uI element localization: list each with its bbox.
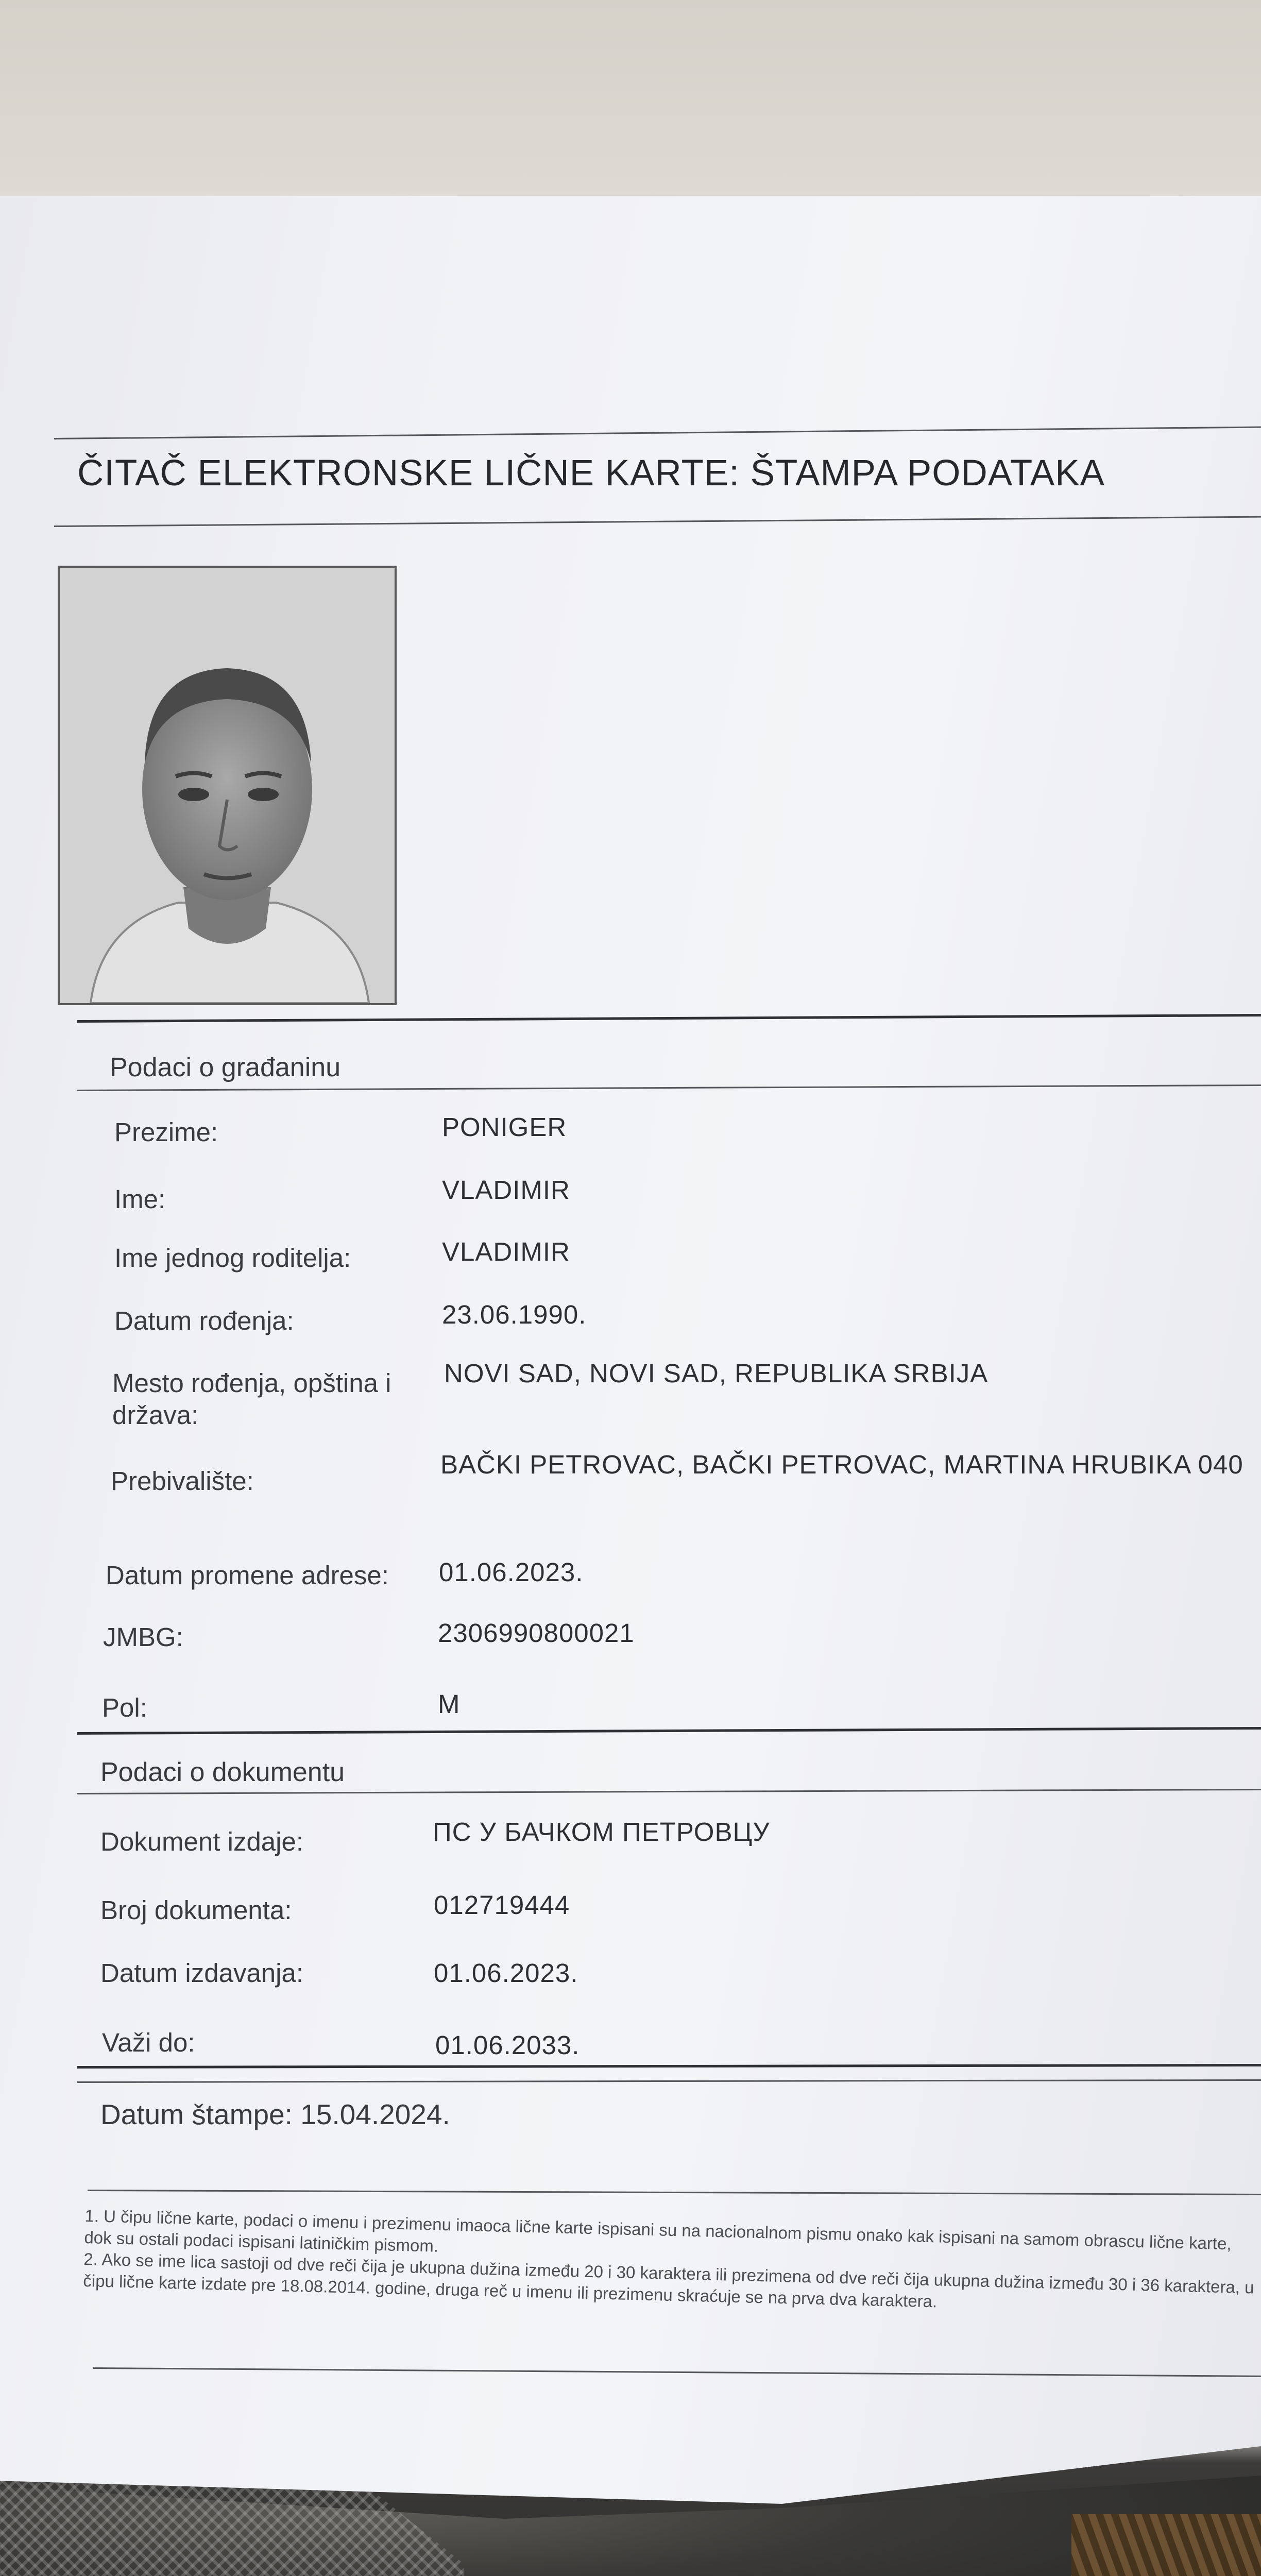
- surname-value: PONIGER: [442, 1112, 567, 1142]
- jmbg-value: 2306990800021: [438, 1618, 635, 1648]
- residence-value: BAČKI PETROVAC, BAČKI PETROVAC, MARTINA HRUBIKA 040: [440, 1450, 1243, 1479]
- document-number-label: Broj dokumenta:: [100, 1895, 292, 1925]
- document-title: ČITAČ ELEKTRONSKE LIČNE KARTE: ŠTAMPA PODATAKA: [77, 453, 1105, 494]
- address-change-date-value: 01.06.2023.: [439, 1557, 584, 1587]
- issuer-label: Dokument izdaje:: [100, 1827, 304, 1856]
- portrait-image: [60, 568, 395, 1003]
- residence-label: Prebivalište:: [111, 1466, 254, 1496]
- issue-date-value: 01.06.2023.: [434, 1958, 578, 1988]
- birth-place-value: NOVI SAD, NOVI SAD, REPUBLIKA SRBIJA: [444, 1359, 989, 1388]
- issue-date-label: Datum izdavanja:: [100, 1958, 304, 1988]
- parent-name-value: VLADIMIR: [442, 1237, 570, 1266]
- printed-sheet: [0, 196, 1261, 2504]
- background-wicker-basket: [1071, 2514, 1261, 2576]
- print-date: Datum štampe: 15.04.2024.: [100, 2098, 450, 2130]
- surname-label: Prezime:: [114, 1117, 218, 1147]
- birth-date-label: Datum rođenja:: [114, 1306, 294, 1335]
- birth-date-value: 23.06.1990.: [442, 1300, 587, 1329]
- valid-until-label: Važi do:: [102, 2028, 195, 2057]
- name-label: Ime:: [114, 1184, 166, 1214]
- sex-label: Pol:: [102, 1693, 147, 1722]
- sex-value: M: [438, 1689, 461, 1719]
- citizen-section-title: Podaci o građaninu: [110, 1053, 341, 1082]
- jmbg-label: JMBG:: [103, 1622, 183, 1652]
- valid-until-value: 01.06.2033.: [435, 2030, 580, 2060]
- name-value: VLADIMIR: [442, 1175, 570, 1205]
- birth-place-label: Mesto rođenja, opština i država:: [112, 1368, 391, 1430]
- document-number-value: 012719444: [434, 1890, 570, 1920]
- holder-photo: [58, 566, 397, 1005]
- document-section-title: Podaci o dokumentu: [100, 1757, 345, 1787]
- parent-name-label: Ime jednog roditelja:: [114, 1243, 351, 1273]
- address-change-date-label: Datum promene adrese:: [106, 1561, 389, 1590]
- issuer-value: ПС У БАЧКОМ ПЕТРОВЦУ: [433, 1817, 770, 1846]
- footnote-2: 2. Ako se ime lica sastoji od dve reči čija je ukupna dužina između 20 i 30 karaktera ili prezimena od dve reči čija ukupna dužina između 30 i 36 karaktera, u čipu lične karte izdate pre 18.08.2014. godine, druga reč u imenu ili prezimenu skraćuje se na prva dva karaktera.: [82, 2249, 1254, 2311]
- footnote-1: 1. U čipu lične karte, podaci o imenu i prezimenu imaoca lične karte ispisani su na nacionalnom pismu onako kak ispisani na samom obrascu lične karte, dok su ostali podaci ispisani latiničkim pismom.: [84, 2206, 1232, 2256]
